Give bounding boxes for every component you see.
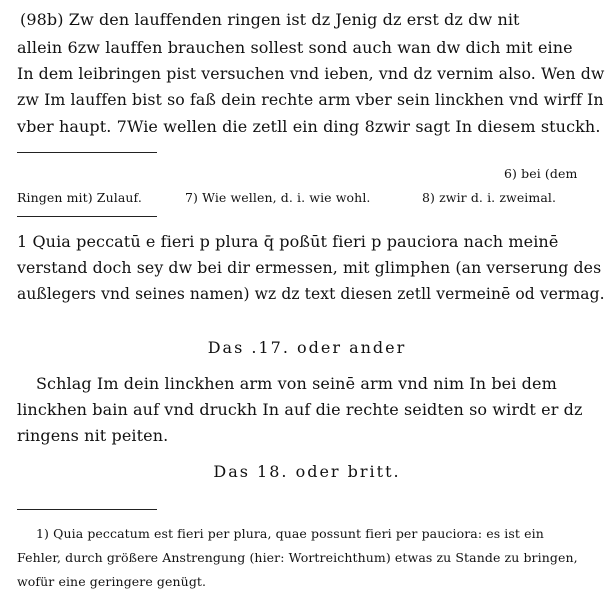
passage-line: allein 6zw lauffen brauchen sollest sond auch wan dw dich mit eine <box>17 38 573 57</box>
section-line: Schlag Im dein linckhen arm von seinē arm vnd nim In bei dem <box>36 374 557 393</box>
note-line: 7) Wie wellen, d. i. wie wohl. <box>185 190 371 205</box>
note-line: Ringen mit) Zulauf. <box>17 190 142 205</box>
note-line: 6) bei (dem <box>504 166 578 181</box>
note-line: 8) zwir d. i. zweimal. <box>422 190 557 205</box>
footnote-line: wofür eine geringere genügt. <box>17 574 207 589</box>
footnote-line: 1) Quia peccatum est fieri per plura, quae possunt fieri per pauciora: es ist ein <box>36 526 544 541</box>
divider-rule <box>17 216 157 217</box>
section-line: linckhen bain auf vnd druckh In auf die rechte seidten so wirdt er dz <box>17 400 583 419</box>
divider-rule <box>17 152 157 153</box>
footnote-line: Fehler, durch größere Anstrengung (hier: Wortreichthum) etwas zu Stande zu bringen, <box>17 550 578 565</box>
passage-line: zw Im lauffen bist so faß dein rechte arm vber sein linckhen vnd wirff In <box>17 90 604 109</box>
passage-line: vber haupt. 7Wie wellen die zetll ein ding 8zwir sagt In diesem stuckh. <box>17 117 601 136</box>
commentary-line: außlegers vnd seines namen) wz dz text diesen zetll vermeinē od vermag. <box>17 285 605 303</box>
commentary-line: 1 Quia peccatū e fieri p plura q̄ poßūt fieri p pauciora nach meinē <box>17 232 559 251</box>
section-heading: Das 18. oder britt. <box>213 462 401 481</box>
passage-line: In dem leibringen pist versuchen vnd ieben, vnd dz vernim also. Wen dw <box>17 64 605 83</box>
section-heading: Das .17. oder ander <box>207 338 407 357</box>
passage-line: (98b) Zw den lauffenden ringen ist dz Jenig dz erst dz dw nit <box>20 10 520 29</box>
divider-rule <box>17 509 157 510</box>
section-line: ringens nit peiten. <box>17 426 169 445</box>
commentary-line: verstand doch sey dw bei dir ermessen, mit glimphen (an verserung des <box>17 258 602 277</box>
